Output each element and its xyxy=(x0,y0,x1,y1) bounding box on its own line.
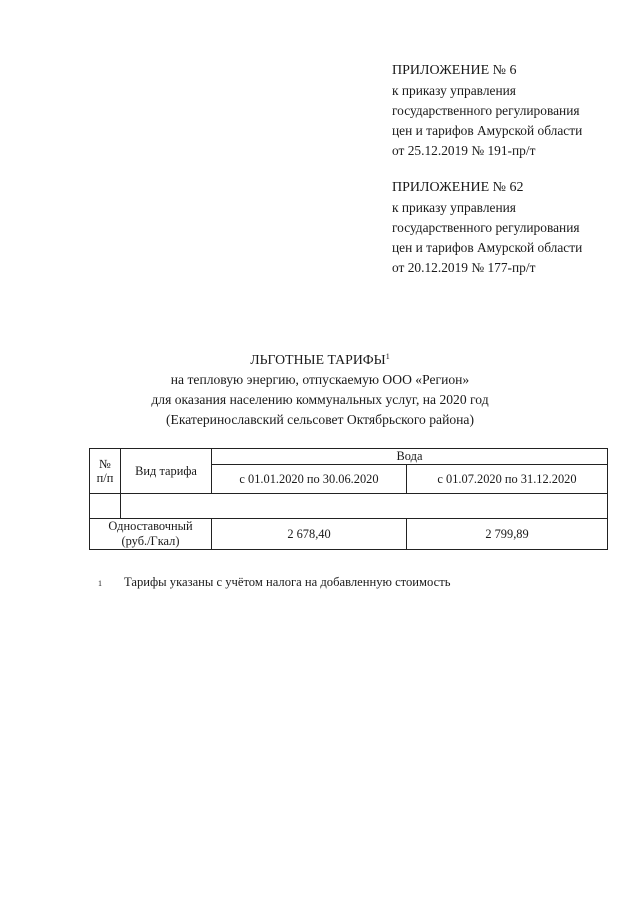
row-tariff-type-name: Одноставочный xyxy=(108,519,193,533)
appendix-previous-line: к приказу управления xyxy=(392,200,516,215)
table-header-row xyxy=(90,449,608,465)
footnote-text: Тарифы указаны с учётом налога на добавленную стоимость xyxy=(124,575,451,589)
header-period-1: с 01.01.2020 по 30.06.2020 xyxy=(212,465,407,494)
row-tariff-type-unit: (руб./Гкал) xyxy=(121,534,180,548)
appendix-current-line: цен и тарифов Амурской области xyxy=(392,123,583,138)
document-title xyxy=(0,347,640,370)
appendix-previous-date: от 20.12.2019 № 177-пр/т xyxy=(392,260,536,275)
footnote-reference: 1 xyxy=(385,352,390,361)
header-group-water: Вода xyxy=(212,449,608,465)
table-row xyxy=(90,519,608,550)
document-heading xyxy=(0,347,640,430)
appendix-previous xyxy=(392,178,582,278)
header-tariff-type: Вид тарифа xyxy=(121,449,212,494)
header-number-sign: № xyxy=(99,457,111,471)
document-subtitle-line: на тепловую энергию, отпускаемую ООО «Регион» xyxy=(170,372,470,387)
document-subtitle-line: (Екатеринославский сельсовет Октябрьского района) xyxy=(166,412,474,427)
appendix-previous-line: цен и тарифов Амурской области xyxy=(392,240,583,255)
spacer-cell xyxy=(90,494,121,519)
appendix-current xyxy=(392,61,582,161)
tariff-table xyxy=(89,448,608,550)
appendix-current-date: от 25.12.2019 № 191-пр/т xyxy=(392,143,536,158)
appendix-current-line: государственного регулирования xyxy=(392,103,580,118)
table-spacer-row xyxy=(90,494,608,519)
header-number-label: п/п xyxy=(96,471,114,485)
row-value-period-1: 2 678,40 xyxy=(212,519,407,550)
footnote-mark: 1 xyxy=(98,579,102,588)
header-number xyxy=(90,449,121,494)
row-tariff-type xyxy=(90,519,212,550)
document-title-text: ЛЬГОТНЫЕ ТАРИФЫ xyxy=(250,352,386,367)
header-period-2: с 01.07.2020 по 31.12.2020 xyxy=(407,465,608,494)
appendix-previous-title: ПРИЛОЖЕНИЕ № 62 xyxy=(392,180,524,195)
row-value-period-2: 2 799,89 xyxy=(407,519,608,550)
appendix-current-line: к приказу управления xyxy=(392,83,516,98)
document-subtitle-line: для оказания населению коммунальных услуг, на 2020 год xyxy=(151,392,489,407)
appendix-current-title: ПРИЛОЖЕНИЕ № 6 xyxy=(392,63,517,78)
appendix-previous-line: государственного регулирования xyxy=(392,220,580,235)
spacer-cell xyxy=(121,494,608,519)
